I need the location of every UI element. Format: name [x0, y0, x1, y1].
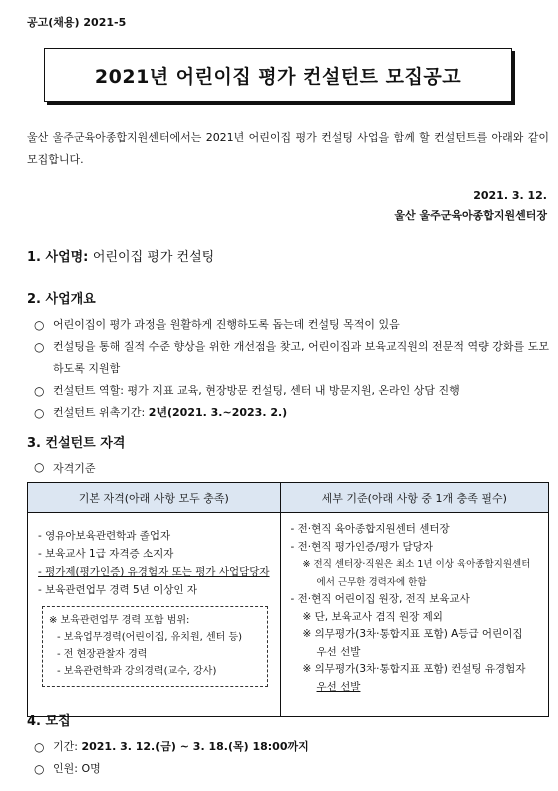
circle-bullet-icon: ○ — [34, 384, 45, 398]
announcement-date: 2021. 3. 12. — [473, 189, 547, 202]
qualification-table — [27, 482, 549, 717]
date-block — [394, 186, 547, 226]
criteria-label: ○ 자격기준 — [34, 460, 96, 475]
recruit-count: 인원: O명 — [53, 762, 101, 775]
note-item: ※ 의무평가(3차·통합지표 포함) 컨설팅 유경험자 — [302, 663, 526, 675]
document-number: 공고(채용) 2021-5 — [27, 16, 127, 29]
list-item: - 전·현직 어린이집 원장, 전직 보육교사 — [290, 593, 470, 605]
note-item: ※ 단, 보육교사 겸직 원장 제외 — [302, 610, 443, 623]
circle-bullet-icon: ○ — [34, 406, 45, 420]
list-item: - 전 현장관찰자 경력 — [57, 649, 148, 660]
list-item: - 전·현직 육아종합지원센터 센터장 — [290, 523, 450, 535]
overview-list — [34, 314, 549, 424]
circle-bullet-icon: ○ — [34, 460, 45, 474]
list-item: - 보육관련학과 강의경력(교수, 강사) — [57, 666, 217, 677]
circle-bullet-icon: ○ — [34, 740, 45, 754]
period-label: 기간: — [53, 740, 78, 753]
note-item: ※ 의무평가(3차·통합지표 포함) A등급 어린이집 — [302, 628, 523, 640]
career-scope-note — [42, 606, 268, 687]
circle-bullet-icon: ○ — [34, 318, 45, 332]
list-item — [34, 402, 549, 424]
basic-qualifications-cell — [28, 513, 281, 717]
table-header-detail: 세부 기준(아래 사항 중 1개 충족 필수) — [280, 483, 548, 513]
list-item: - 보육업무경력(어린이집, 유치원, 센터 등) — [57, 632, 243, 643]
section-3-heading: 3. 컨설턴트 자격 — [27, 436, 126, 451]
note-item: 우선 선발 — [316, 680, 361, 693]
section-4-heading: 4. 모집 — [27, 714, 71, 729]
list-item — [34, 758, 549, 780]
term-value: 2년(2021. 3.~2023. 2.) — [148, 406, 288, 419]
period-value: 2021. 3. 12.(금) ~ 3. 18.(목) 18:00까지 — [81, 740, 309, 753]
list-item: - 보육관련업무 경력 5년 이상인 자 — [38, 584, 198, 596]
note-item: ※ 전직 센터장·직원은 최소 1년 이상 육아종합지원센터 — [302, 559, 531, 570]
circle-bullet-icon: ○ — [34, 340, 45, 354]
circle-bullet-icon: ○ — [34, 762, 45, 776]
list-item: - 영유아보육관련학과 졸업자 — [38, 530, 171, 542]
section-1-heading: 1. 사업명: 어린이집 평가 컨설팅 — [27, 250, 215, 265]
list-item: ○ 어린이집이 평가 과정을 원활하게 진행하도록 돕는데 컨설팅 목적이 있음 — [34, 314, 549, 336]
detail-criteria-cell — [280, 513, 548, 717]
title-box — [44, 48, 512, 102]
term-label: 컨설턴트 위촉기간: — [53, 406, 146, 419]
list-item: ○ 컨설팅을 통해 질적 수준 향상을 위한 개선점을 찾고, 어린이집과 보육교직원의 전문적 역량 강화를 도모하도록 지원함 — [34, 336, 549, 380]
list-item: ○ 컨설턴트 역할: 평가 지표 교육, 현장방문 컨설팅, 센터 내 방문지원, 온라인 상담 진행 — [34, 380, 549, 402]
note-item: 우선 선발 — [316, 645, 361, 658]
section-2-heading: 2. 사업개요 — [27, 292, 96, 307]
intro-paragraph: 울산 울주군육아종합지원센터에서는 2021년 어린이집 평가 컨설팅 사업을 함께 할 컨설턴트를 아래와 같이 모집합니다. — [27, 131, 549, 166]
note-item: 에서 근무한 경력자에 한함 — [316, 576, 427, 588]
list-item: - 전·현직 평가인증/평가 담당자 — [290, 540, 433, 553]
project-name: 어린이집 평가 컨설팅 — [92, 250, 215, 265]
table-header-basic: 기본 자격(아래 사항 모두 충족) — [28, 483, 281, 513]
list-item — [34, 736, 549, 758]
list-item: - 보육교사 1급 자격증 소지자 — [38, 548, 174, 560]
list-item: - 평가제(평가인증) 유경험자 또는 평가 사업담당자 — [38, 566, 270, 578]
recruitment-list — [34, 736, 549, 780]
page-title: 2021년 어린이집 평가 컨설턴트 모집공고 — [94, 65, 462, 88]
issuer: 울산 울주군육아종합지원센터장 — [394, 209, 547, 222]
note-title: ※ 보육관련업무 경력 포함 범위: — [49, 615, 190, 626]
